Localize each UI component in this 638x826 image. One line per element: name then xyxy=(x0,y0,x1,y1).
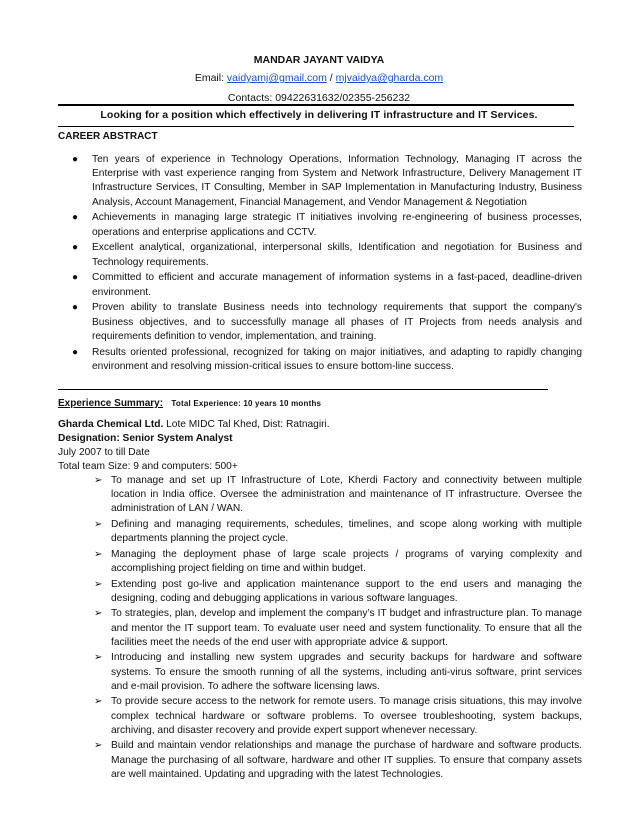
contacts-line: Contacts: 09422631632/02355-256232 xyxy=(227,92,411,104)
abstract-item: ● Proven ability to translate Business needs into technology requirements that support the company's Business objectives, and to successfully manage all phases of IT Projects from needs analysis and requirements definition to vendor, implementation, and training. xyxy=(72,302,582,342)
employment-period: July 2007 to till Date xyxy=(58,447,150,458)
duty-item: ➢ To provide secure access to the network for remote users. To manage crisis situations, this may involve complex technical hardware or software problems. To oversee troubleshooting, system backups, archiving, and disaster recovery and provide expert support whenever necessary. xyxy=(94,696,582,736)
arrow-bullet-icon: ➢ xyxy=(94,475,103,486)
email-separator: / xyxy=(326,72,336,84)
email-secondary-link[interactable]: mjvaidya@gharda.com xyxy=(335,72,444,84)
arrow-bullet-icon: ➢ xyxy=(94,608,103,620)
experience-summary-heading xyxy=(58,398,321,409)
duty-item: ➢ Defining and managing requirements, schedules, timelines, and scope along working with multiple departments planning the project cycle. xyxy=(94,519,582,545)
team-size: Total team Size: 9 and computers: 500+ xyxy=(58,461,238,472)
designation-label: Designation xyxy=(58,433,117,444)
company-name: Gharda Chemical Ltd. xyxy=(58,419,164,430)
email-primary-link[interactable]: vaidyamj@gmail.com xyxy=(226,72,327,84)
abstract-item: ● Excellent analytical, organizational, interpersonal skills, Identification and negotiation for Business and Technology requirements. xyxy=(72,242,582,268)
arrow-bullet-icon: ➢ xyxy=(94,548,103,560)
email-line xyxy=(0,72,638,84)
arrow-bullet-icon: ➢ xyxy=(94,578,103,590)
designation-value: : Senior System Analyst xyxy=(116,433,233,444)
bullet-icon: ● xyxy=(72,302,79,314)
email-label: Email: xyxy=(194,72,227,84)
arrow-bullet-icon: ➢ xyxy=(94,696,103,708)
company-location: Lote MIDC Tal Khed, Dist: Ratnagiri. xyxy=(163,419,330,430)
company-line xyxy=(58,418,330,432)
duty-item: ➢ Managing the deployment phase of large scale projects / programs of varying complexity and accomplishing project fielding on time and within budget. xyxy=(94,548,582,574)
designation-line xyxy=(58,432,233,446)
bullet-icon: ● xyxy=(72,346,79,358)
arrow-bullet-icon: ➢ xyxy=(94,519,103,530)
candidate-name: MANDAR JAYANT VAIDYA xyxy=(253,54,385,66)
experience-heading-label: Experience Summary: xyxy=(58,398,164,409)
duty-item: ➢ Introducing and installing new system upgrades and security backups for hardware and software systems. To ensure the smooth running of all the systems, including anti-virus software, print services and e-mail provision. To adhere the software licensing laws. xyxy=(94,652,582,692)
divider-objective xyxy=(58,126,574,127)
career-abstract-list xyxy=(58,153,582,376)
duty-item: ➢ Build and maintain vendor relationships and manage the purchase of hardware and software products. Manage the purchasing of all software, hardware and other IT supplies. To ensure that company assets are well maintained. Updating and upgrading with the latest Technologies. xyxy=(94,740,582,780)
bullet-icon: ● xyxy=(72,242,79,254)
bullet-icon: ● xyxy=(72,272,79,284)
duties-list xyxy=(58,474,582,783)
abstract-item: ● Committed to efficient and accurate management of information systems in a fast-paced, deadline-driven environment. xyxy=(72,272,582,298)
objective-statement: Looking for a position which effectively in delivering IT infrastructure and IT Services. xyxy=(100,109,538,121)
divider-top xyxy=(58,104,574,106)
duty-item: ➢ Extending post go-live and application maintenance support to the end users and managing the designing, coding and debugging applications in various software languages. xyxy=(94,578,582,604)
abstract-item: ● Ten years of experience in Technology Operations, Information Technology, Managing IT across the Enterprise with vast experience ranging from System and Network Infrastructure, Delivery Management IT Infrastructure Services, IT Consulting, Member in SAP Implementation in Manufacturing Industry, Business Analysis, Account Management, Financial Management, and Vendor Management & Negotiation xyxy=(72,154,582,208)
arrow-bullet-icon: ➢ xyxy=(94,652,103,664)
career-abstract-heading: CAREER ABSTRACT xyxy=(58,131,158,142)
divider-abstract xyxy=(58,389,548,390)
abstract-item: ● Achievements in managing large strategic IT initiatives involving re-engineering of business processes, operations and enterprise applications and CCTV. xyxy=(72,212,582,238)
arrow-bullet-icon: ➢ xyxy=(94,740,103,752)
abstract-item: ● Results oriented professional, recognized for taking on major initiatives, and adapting to rapidly changing environment and resolving mission-critical issues to ensure bottom-line success. xyxy=(72,346,582,372)
bullet-icon: ● xyxy=(72,212,79,224)
duty-item: ➢ To strategies, plan, develop and implement the company’s IT budget and infrastructure plan. To manage and mentor the IT support team. To evaluate user need and system functionality. To ensure that all the facilities meet the needs of the end user with appropriate advice & support. xyxy=(94,608,582,648)
total-experience: Total Experience: 10 years 10 months xyxy=(171,399,322,408)
bullet-icon: ● xyxy=(72,154,79,165)
duty-item: ➢ To manage and set up IT Infrastructure of Lote, Kherdi Factory and connectivity between multiple location in India office. Oversee the administration and maintenance of IT infrastructure. Oversee the administration of LAN / WAN. xyxy=(94,475,582,515)
